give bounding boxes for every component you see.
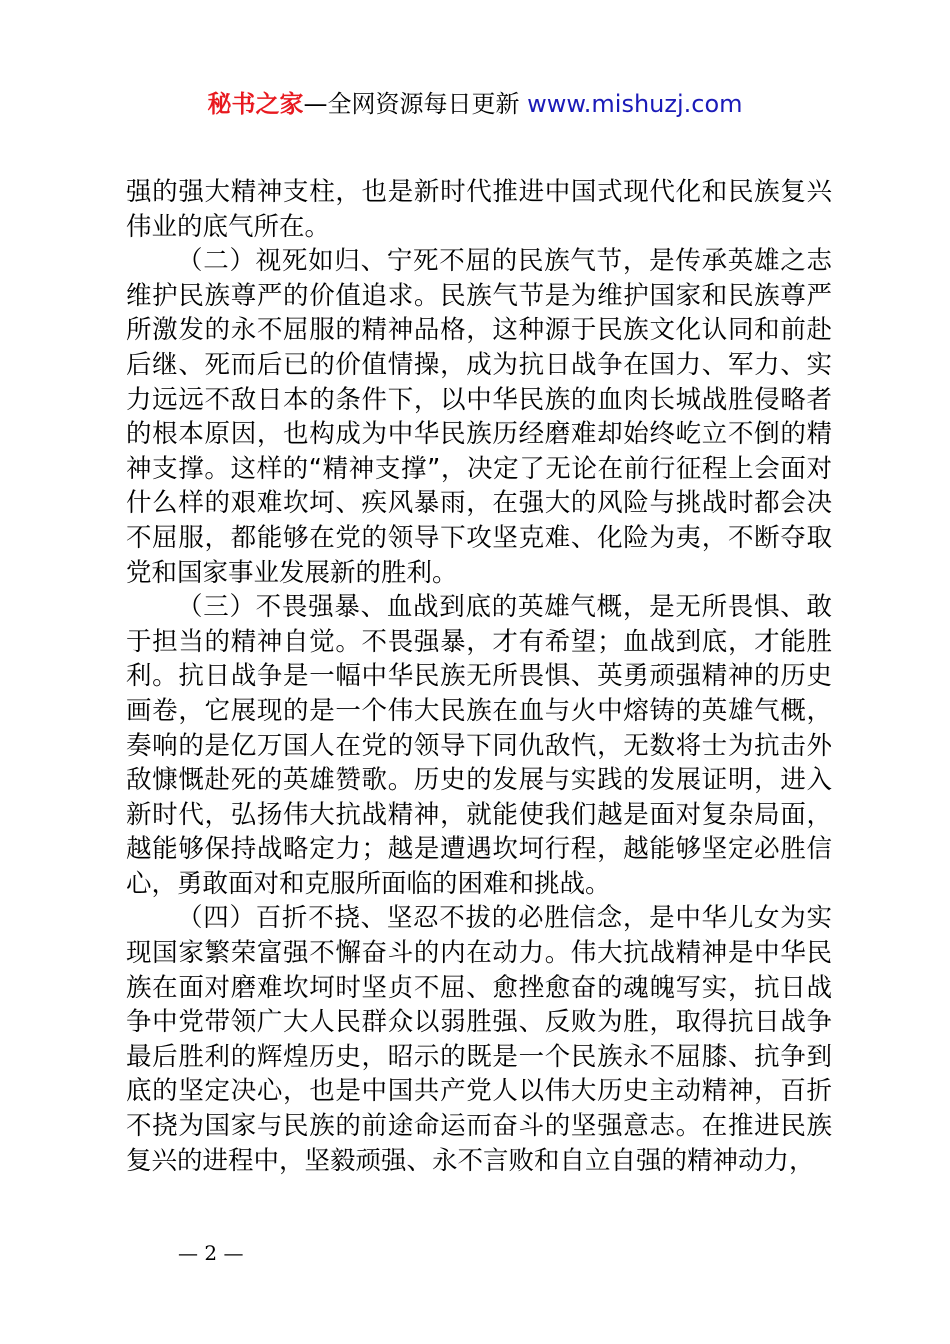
site-brand: 秘书之家 (207, 90, 304, 118)
site-header (0, 86, 950, 122)
paragraph-section-2: （二）视死如归、宁死不屈的民族气节，是传承英雄之志维护民族尊严的价值追求。民族气节是为维护国家和民族尊严所激发的永不屈服的精神品格，这种源于民族文化认同和前赴后继、死而后已的价值情操，成为抗日战争在国力、军力、实力远远不敌日本的条件下，以中华民族的血肉长城战胜侵略者的根本原因，也构成为中华民族历经磨难却始终屹立不倒的精神支撑。这样的“精神支撑”，决定了无论在前行征程上会面对什么样的艰难坎坷、疾风暴雨，在强大的风险与挑战时都会决不屈服，都能够在党的领导下攻坚克难、化险为夷，不断夺取党和国家事业发展新的胜利。 (126, 246, 832, 588)
paragraph-continuation: 强的强大精神支柱，也是新时代推进中国式现代化和民族复兴伟业的底气所在。 (126, 177, 832, 242)
paragraph-section-3: （三）不畏强暴、血战到底的英雄气概，是无所畏惧、敢于担当的精神自觉。不畏强暴，才有希望；血战到底，才能胜利。抗日战争是一幅中华民族无所畏惧、英勇顽强精神的历史画卷，它展现的是一个伟大民族在血与火中熔铸的英雄气概，奏响的是亿万国人在党的领导下同仇敌忾，无数将士为抗击外敌慷慨赴死的英雄赞歌。历史的发展与实践的发展证明，进入新时代，弘扬伟大抗战精神，就能使我们越是面对复杂局面，越能够保持战略定力；越是遭遇坎坷行程，越能够坚定必胜信心，勇敢面对和克服所面临的困难和挑战。 (126, 592, 832, 899)
paragraph-section-4: （四）百折不挠、坚忍不拔的必胜信念，是中华儿女为实现国家繁荣富强不懈奋斗的内在动力。伟大抗战精神是中华民族在面对磨难坎坷时坚贞不屈、愈挫愈奋的魂魄写实，抗日战争中党带领广大人民群众以弱胜强、反败为胜，取得抗日战争最后胜利的辉煌历史，昭示的既是一个民族永不屈膝、抗争到底的坚定决心，也是中国共产党人以伟大历史主动精神，百折不挠为国家与民族的前途命运而奋斗的坚强意志。在推进民族复兴的进程中，坚毅顽强、永不言败和自立自强的精神动力， (126, 903, 832, 1176)
site-tagline: —全网资源每日更新 (303, 90, 528, 118)
document-body (126, 175, 832, 1178)
page-number: — 2 — (178, 1241, 244, 1265)
site-url-link[interactable]: www.mishuzj.com (527, 90, 743, 118)
